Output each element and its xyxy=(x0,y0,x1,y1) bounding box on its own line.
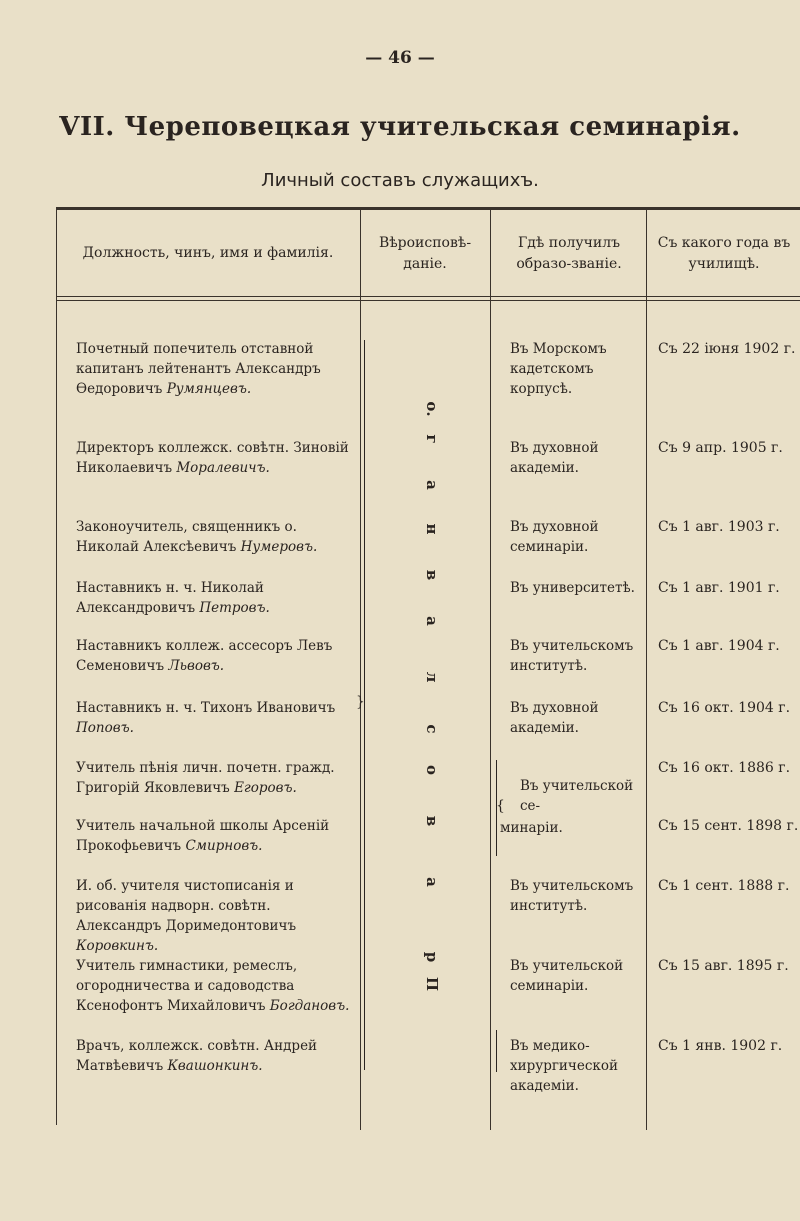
year-cell: Съ 1 авг. 1904 г. xyxy=(658,638,780,654)
column-divider xyxy=(490,210,491,1130)
position-cell: Почетный попечитель отставной капитанъ лейтенантъ Александръ Ѳедоровичъ Румянцевъ. xyxy=(76,341,321,397)
religion-letter: а xyxy=(423,480,441,490)
education-cell: минаріи. xyxy=(500,820,563,836)
brace-tip: } xyxy=(356,694,365,710)
religion-letter: н xyxy=(423,523,441,535)
surname: Поповъ. xyxy=(76,720,134,736)
education-brace xyxy=(496,1030,497,1072)
surname: Богдановъ. xyxy=(269,998,350,1014)
column-divider xyxy=(360,210,361,1130)
table-header-rule xyxy=(56,296,800,297)
position-cell: Учитель гимнастики, ремеслъ, огородничества и садоводства Ксенофонтъ Михайловичъ Богдановъ. xyxy=(76,958,350,1014)
header-education: Гдѣ получилъ образо-званіе. xyxy=(516,235,622,272)
year-cell: Съ 9 апр. 1905 г. xyxy=(658,440,783,456)
position-cell: Наставникъ н. ч. Тихонъ Ивановичъ Поповъ. xyxy=(76,700,336,736)
surname: Львовъ. xyxy=(168,658,225,674)
year-cell: Съ 15 сент. 1898 г. xyxy=(658,818,799,834)
religion-letter: в xyxy=(423,815,441,827)
religion-letter: о xyxy=(423,764,441,775)
year-cell: Съ 16 окт. 1886 г. xyxy=(658,760,791,776)
position-cell: Врачъ, коллежск. совѣтн. Андрей Матвѣевичъ Квашонкинъ. xyxy=(76,1038,318,1074)
header-year: Съ какого года въ училищѣ. xyxy=(657,235,791,272)
surname: Румянцевъ. xyxy=(166,381,252,397)
position-cell: Директоръ коллежск. совѣтн. Зиновій Николаевичъ Моралевичъ. xyxy=(76,440,349,476)
education-cell: Въ медико-хирургической академіи. xyxy=(510,1038,618,1094)
year-cell: Съ 22 іюня 1902 г. xyxy=(658,341,796,357)
table-top-rule xyxy=(56,207,800,210)
religion-letter: а xyxy=(423,616,441,626)
table-header-rule-2 xyxy=(56,300,800,301)
religion-letter: а xyxy=(423,877,441,887)
education-cell: Въ университетѣ. xyxy=(510,580,635,596)
position-cell: Наставникъ коллеж. ассесоръ Левъ Семеновичъ Львовъ. xyxy=(76,638,333,674)
education-cell: Въ Морскомъ кадетскомъ корпусѣ. xyxy=(510,341,607,397)
year-cell: Съ 15 авг. 1895 г. xyxy=(658,958,789,974)
column-divider xyxy=(56,210,57,1125)
position-cell: Учитель начальной школы Арсеній Прокофьевичъ Смирновъ. xyxy=(76,818,330,854)
religion-letter: о. xyxy=(423,401,441,417)
year-cell: Съ 1 авг. 1903 г. xyxy=(658,519,780,535)
religion-letter: в xyxy=(423,569,441,581)
religion-letter: г xyxy=(423,434,441,444)
surname: Смирновъ. xyxy=(185,838,263,854)
year-cell: Съ 1 янв. 1902 г. xyxy=(658,1038,783,1054)
year-cell: Съ 16 окт. 1904 г. xyxy=(658,700,791,716)
year-cell: Съ 1 сент. 1888 г. xyxy=(658,878,790,894)
education-cell: Въ духовной семинаріи. xyxy=(510,519,599,555)
education-cell: Въ учительскомъ институтѣ. xyxy=(510,638,634,674)
page-title: VII. Череповецкая учительская семинарія. xyxy=(59,112,741,142)
surname: Петровъ. xyxy=(199,600,270,616)
page-number: — 46 — xyxy=(365,48,435,68)
position-cell: Законоучитель, священникъ о. Николай Алексѣевичъ Нумеровъ. xyxy=(76,519,318,555)
page-subtitle: Личный составъ служащихъ. xyxy=(261,170,539,191)
religion-letter: с xyxy=(423,724,441,734)
column-divider xyxy=(646,210,647,1130)
surname: Квашонкинъ. xyxy=(167,1058,263,1074)
brace-tip: { xyxy=(496,798,505,814)
surname: Моралевичъ. xyxy=(176,460,270,476)
position-cell: Наставникъ н. ч. Николай Александровичъ Петровъ. xyxy=(76,580,270,616)
education-cell: Въ учительской се- xyxy=(520,778,634,814)
header-religion: Вѣроисповѣ-даніе. xyxy=(378,235,472,272)
religion-letter: р xyxy=(423,951,441,963)
surname: Коровкинъ. xyxy=(76,938,159,954)
education-cell: Въ учительской семинаріи. xyxy=(510,958,624,994)
education-cell: Въ духовной академіи. xyxy=(510,440,599,476)
header-position: Должность, чинъ, имя и фамилія. xyxy=(82,245,334,261)
religion-letter: л xyxy=(423,671,441,683)
education-cell: Въ духовной академіи. xyxy=(510,700,599,736)
surname: Нумеровъ. xyxy=(240,539,318,555)
year-cell: Съ 1 авг. 1901 г. xyxy=(658,580,780,596)
position-cell: И. об. учителя чистописанія и рисованія надворн. совѣтн. Александръ Доримедонтовичъ Коровкинъ. xyxy=(76,878,297,954)
position-cell: Учитель пѣнія личн. почетн. гражд. Григорій Яковлевичъ Егоровъ. xyxy=(76,760,335,796)
surname: Егоровъ. xyxy=(234,780,297,796)
religion-letter: П xyxy=(423,976,441,992)
education-cell: Въ учительскомъ институтѣ. xyxy=(510,878,634,914)
